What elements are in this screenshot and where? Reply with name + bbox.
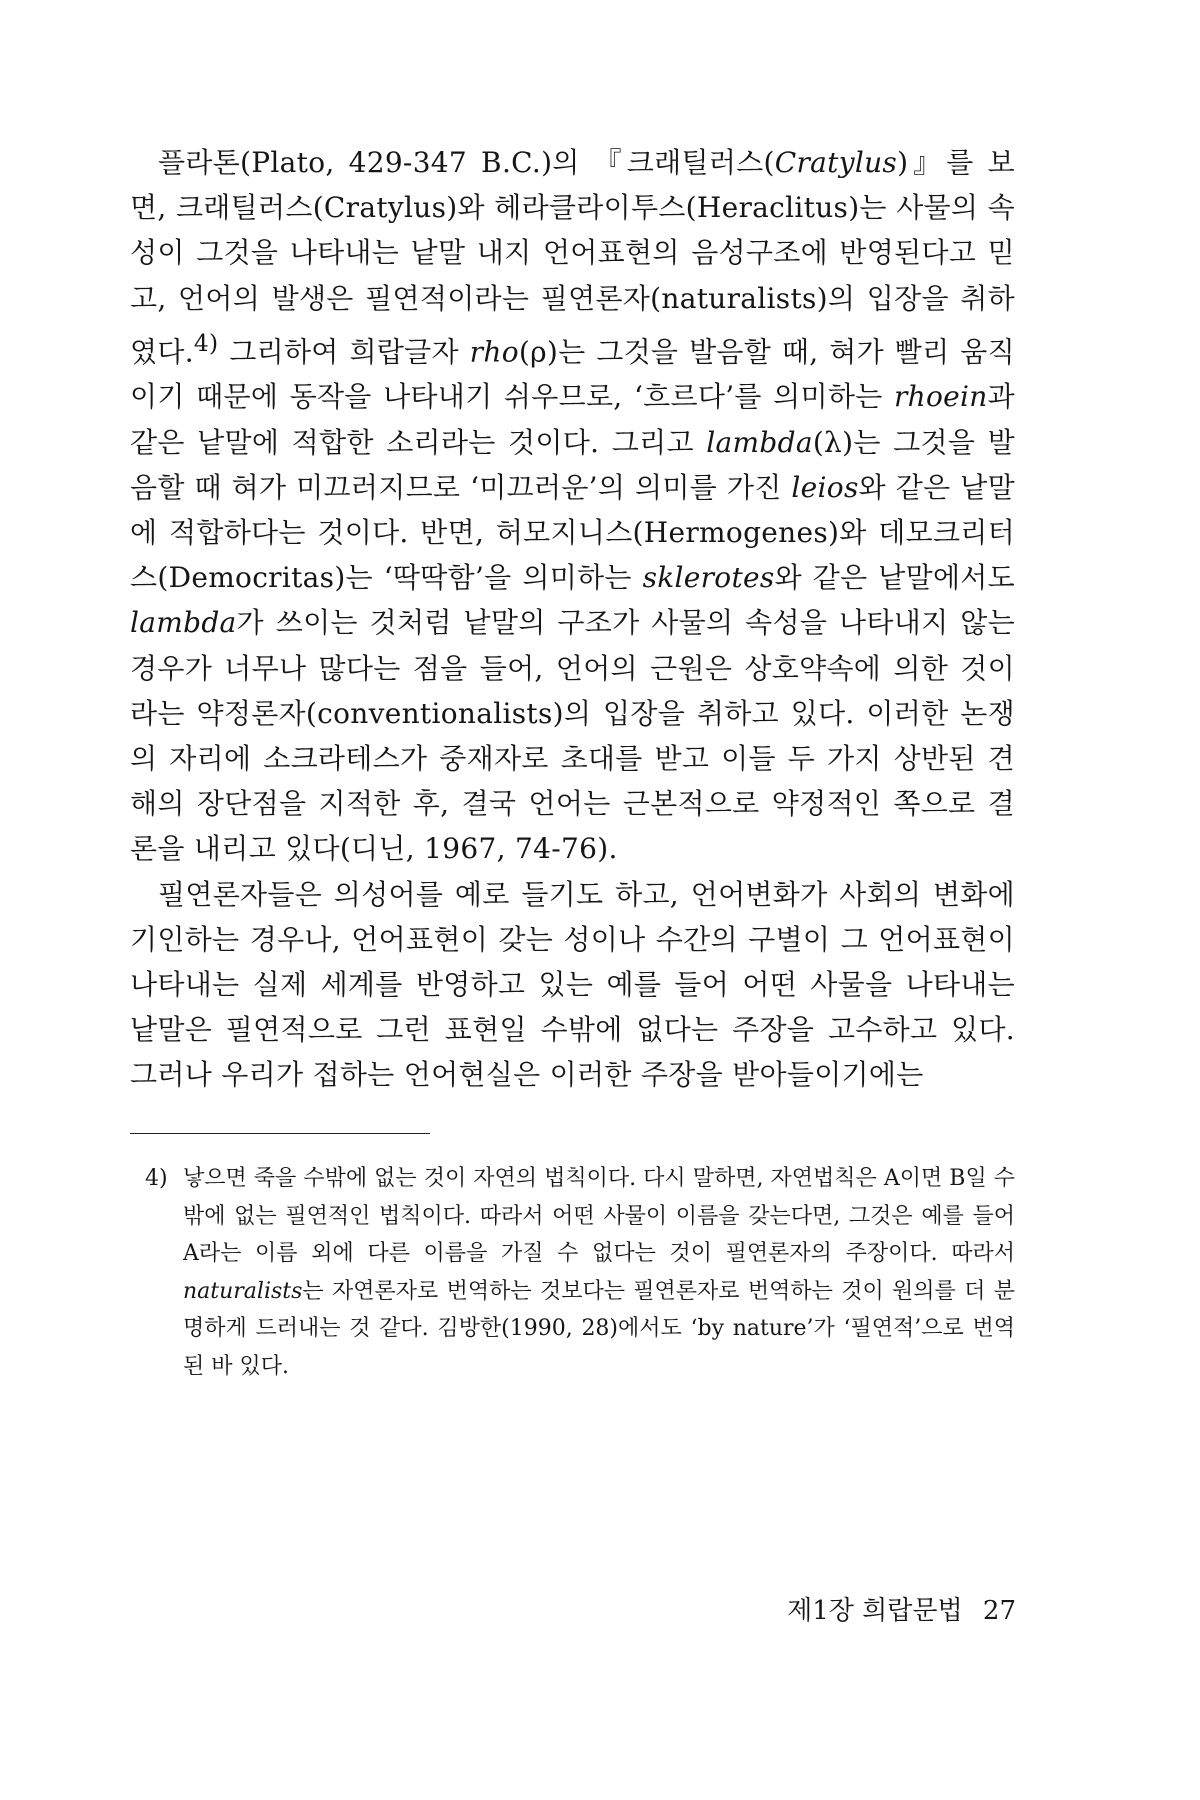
footnote-number: 4)	[145, 1166, 168, 1191]
italic-term: Cratylus	[774, 146, 898, 179]
footnote-separator	[130, 1133, 430, 1134]
text-run: 와 같은 낱말에 적합하다는 것이다. 반면, 허모지니스(Hermogenes)와 데모크리터스(Democritas)는 ‘딱딱함’을 의미하는	[130, 470, 1015, 595]
footnotes	[145, 1160, 1015, 1385]
footnote-ref: 4)	[193, 328, 219, 357]
text-run: (λ)는 그것을 발음할 때 혀가 미끄러지므로 ‘미끄러운’의 의미를 가진	[130, 425, 1015, 504]
footnote-text	[183, 1160, 1015, 1385]
text-run: (ρ)는 그것을 발음할 때, 혀가 빨리 움직이기 때문에 동작을 나타내기 쉬우므로, ‘흐르다’를 의미하는	[130, 335, 1015, 414]
footnote	[145, 1160, 1015, 1385]
paragraph	[130, 140, 1015, 872]
text-run: 필연론자들은 의성어를 예로 들기도 하고, 언어변화가 사회의 변화에 기인하는 경우나, 언어표현이 갖는 성이나 수간의 구별이 그 언어표현이 나타내는 실제 세계를 반영하고 있는 예를 들어 어떤 사물을 나타내는 낱말은 필연적으로 그런 표현일 수밖에 없다는 주장을 고수하고 있다. 그러나 우리가 접하는 언어현실은 이러한 주장을 받아들이기에는	[130, 877, 1015, 1092]
italic-term: lambda	[706, 425, 813, 459]
italic-term: rhoein	[894, 380, 988, 414]
page-footer	[756, 1590, 1016, 1627]
italic-term: rho	[469, 335, 519, 369]
text-run: 가 쓰이는 것처럼 낱말의 구조가 사물의 속성을 나타내지 않는 경우가 너무나 많다는 점을 들어, 언어의 근원은 상호약속에 의한 것이라는 약정론자(conventionalists)의 입장을 취하고 있다. 이러한 논쟁의 자리에 소크라테스가 중재자로 초대를 받고 이들 두 가지 상반된 견해의 장단점을 지적한 후, 결국 언어는 근본적으로 약정적인 쪽으로 결론을 내리고 있다(디닌, 1967, 74-76).	[130, 606, 1015, 866]
italic-term: naturalists	[183, 1278, 303, 1304]
text-run: 는 자연론자로 번역하는 것보다는 필연론자로 번역하는 것이 원의를 더 분명하게 드러내는 것 같다. 김방한(1990, 28)에서도 ‘by nature’가 ‘필연적’으로 번역된 바 있다.	[183, 1278, 1015, 1379]
text-run: 플라톤(Plato, 429-347 B.C.)의 『크래틸러스(	[158, 146, 775, 179]
chapter-title: 제1장 희랍문법	[787, 1596, 963, 1626]
paragraph	[130, 872, 1015, 1098]
text-run: )』를 보면, 크래틸러스(Cratylus)와 헤라클라이투스(Heraclitus)는 사물의 속성이 그것을 나타내는 낱말 내지 언어표현의 음성구조에 반영된다고 믿고, 언어의 발생은 필연적이라는 필연론자(naturalists)의 입장을 취하였다.	[130, 146, 1015, 369]
body-text	[130, 140, 1015, 1098]
text-run: 과 같은 낱말에 적합한 소리라는 것이다. 그리고	[130, 380, 1015, 459]
text-run: 와 같은 낱말에서도	[774, 561, 1015, 595]
page-number: 27	[982, 1596, 1016, 1626]
text-run: 낳으면 죽을 수밖에 없는 것이 자연의 법칙이다. 다시 말하면, 자연법칙은 A이면 B일 수밖에 없는 필연적인 법칙이다. 따라서 어떤 사물이 이름을 갖는다면, 그것은 예를 들어 A라는 이름 외에 다른 이름을 가질 수 없다는 것이 필연론자의 주장이다. 따라서	[183, 1166, 1015, 1266]
text-run: 그리하여 희랍글자	[218, 335, 470, 369]
italic-term: leios	[791, 470, 859, 504]
italic-term: sklerotes	[642, 561, 775, 595]
italic-term: lambda	[130, 606, 237, 640]
